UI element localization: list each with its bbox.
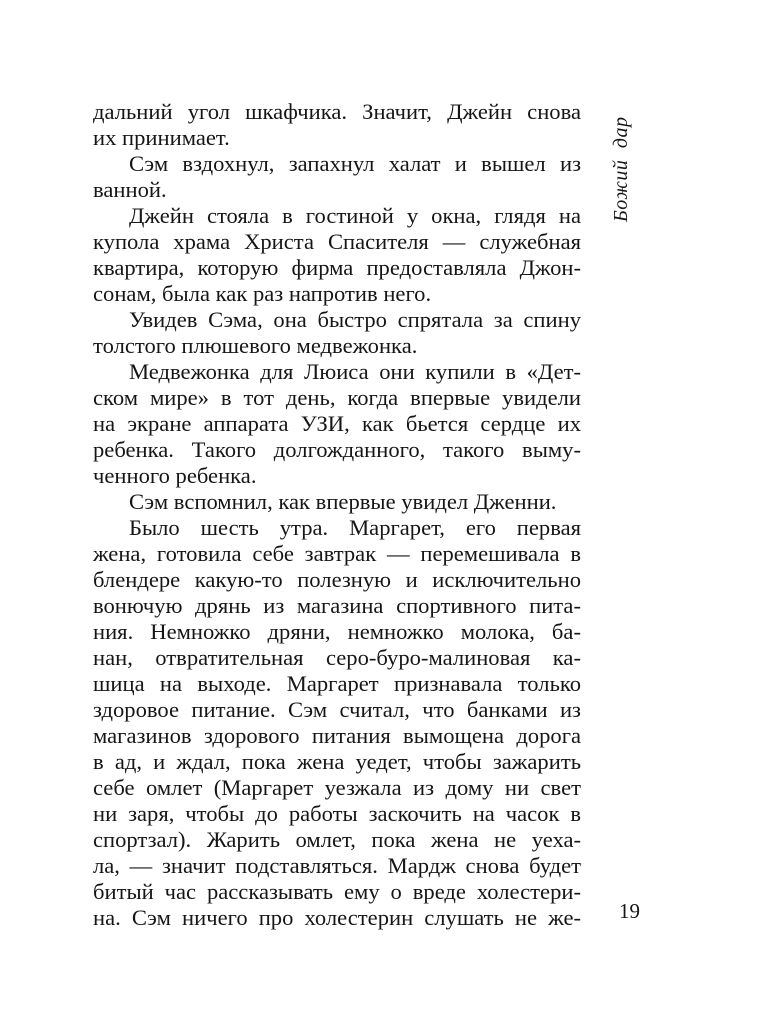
text-line: ния. Немножко дряни, немножко молока, ба- xyxy=(93,619,581,644)
text-line: ребенка. Такого долгожданного, такого выму- xyxy=(93,437,581,462)
text-line: спортзал). Жарить омлет, пока жена не уеха- xyxy=(93,827,581,852)
text-line: сонам, была как раз напротив него. xyxy=(93,281,432,306)
text-line: ском мире» в тот день, когда впервые увидели xyxy=(93,385,581,410)
text-line: их принимает. xyxy=(93,125,230,150)
page-number: 19 xyxy=(619,899,640,923)
text-line: ни заря, чтобы до работы заскочить на часок в xyxy=(93,801,581,826)
text-line: шица на выходе. Маргарет признавала только xyxy=(93,671,581,696)
text-line: ченного ребенка. xyxy=(93,463,257,488)
text-line: Было шесть утра. Маргарет, его первая xyxy=(129,515,581,540)
text-line: в ад, и ждал, пока жена уедет, чтобы зажарить xyxy=(93,749,581,774)
text-line: квартира, которую фирма предоставляла Джон- xyxy=(93,255,581,280)
text-line: вонючую дрянь из магазина спортивного пита- xyxy=(93,593,581,618)
text-line: Увидев Сэма, она быстро спрятала за спину xyxy=(129,307,581,332)
text-line: на экране аппарата УЗИ, как бьется сердце их xyxy=(93,411,581,436)
text-line: жена, готовила себе завтрак — перемешивала в xyxy=(93,541,581,566)
text-line: магазинов здорового питания вымощена дорога xyxy=(93,723,581,748)
text-line: здоровое питание. Сэм считал, что банками из xyxy=(93,697,581,722)
text-line: Джейн стояла в гостиной у окна, глядя на xyxy=(129,203,581,228)
text-line: Сэм вздохнул, запахнул халат и вышел из xyxy=(129,151,581,176)
text-line: Сэм вспомнил, как впервые увидел Дженни. xyxy=(129,489,557,514)
text-line: на. Сэм ничего про холестерин слушать не же- xyxy=(93,905,581,930)
text-line: толстого плюшевого медвежонка. xyxy=(93,333,418,358)
text-line: блендере какую-то полезную и исключительно xyxy=(93,567,581,592)
text-line: купола храма Христа Спасителя — служебная xyxy=(93,229,581,254)
text-line: себе омлет (Маргарет уезжала из дому ни свет xyxy=(93,775,581,800)
body-text xyxy=(93,99,581,931)
text-line: битый час рассказывать ему о вреде холестери- xyxy=(93,879,581,904)
running-title: Божий дар xyxy=(610,116,632,222)
text-line: дальний угол шкафчика. Значит, Джейн снова xyxy=(93,99,581,124)
text-line: ла, — значит подставляться. Мардж снова будет xyxy=(93,853,581,878)
text-line: нан, отвратительная серо-буро-малиновая ка- xyxy=(93,645,581,670)
text-line: ванной. xyxy=(93,177,167,202)
text-line: Медвежонка для Люиса они купили в «Дет- xyxy=(129,359,581,384)
